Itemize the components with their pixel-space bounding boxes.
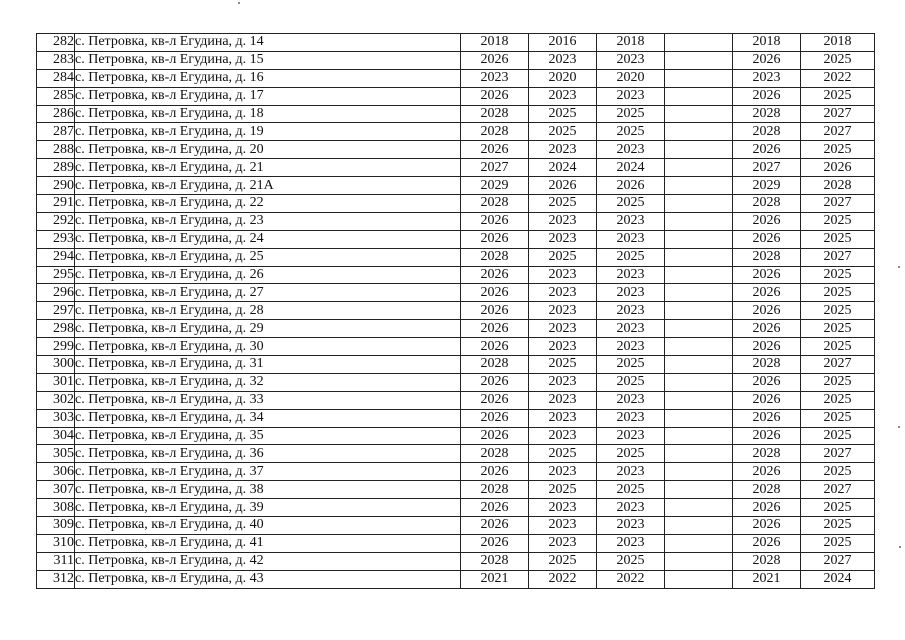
year-cell-1: 2028	[461, 123, 529, 141]
year-cell-6: 2025	[801, 338, 875, 356]
address-cell: с. Петровка, кв-л Егудина, д. 22	[75, 195, 461, 213]
year-cell-6: 2024	[801, 570, 875, 588]
year-cell-4	[665, 87, 733, 105]
table-row	[37, 212, 875, 230]
year-cell-1: 2026	[461, 499, 529, 517]
table-row	[37, 34, 875, 52]
year-cell-6: 2018	[801, 34, 875, 52]
year-cell-4	[665, 338, 733, 356]
address-cell: с. Петровка, кв-л Егудина, д. 21А	[75, 177, 461, 195]
year-cell-6: 2027	[801, 248, 875, 266]
year-cell-3: 2023	[597, 391, 665, 409]
address-cell: с. Петровка, кв-л Егудина, д. 20	[75, 141, 461, 159]
year-cell-2: 2023	[529, 499, 597, 517]
year-cell-6: 2026	[801, 159, 875, 177]
address-cell: с. Петровка, кв-л Егудина, д. 31	[75, 356, 461, 374]
year-cell-3: 2023	[597, 266, 665, 284]
year-cell-5: 2026	[733, 141, 801, 159]
year-cell-5: 2026	[733, 87, 801, 105]
table-row	[37, 177, 875, 195]
table-row	[37, 499, 875, 517]
table-row	[37, 230, 875, 248]
scan-speck	[898, 266, 900, 268]
year-cell-6: 2027	[801, 195, 875, 213]
address-cell: с. Петровка, кв-л Егудина, д. 41	[75, 534, 461, 552]
address-cell: с. Петровка, кв-л Егудина, д. 24	[75, 230, 461, 248]
address-cell: с. Петровка, кв-л Егудина, д. 35	[75, 427, 461, 445]
year-cell-4	[665, 195, 733, 213]
year-cell-1: 2028	[461, 195, 529, 213]
year-cell-3: 2023	[597, 284, 665, 302]
year-cell-3: 2025	[597, 105, 665, 123]
year-cell-5: 2028	[733, 105, 801, 123]
address-cell: с. Петровка, кв-л Егудина, д. 25	[75, 248, 461, 266]
year-cell-2: 2023	[529, 87, 597, 105]
table-row	[37, 338, 875, 356]
table-row	[37, 409, 875, 427]
year-cell-4	[665, 570, 733, 588]
year-cell-4	[665, 552, 733, 570]
table-row	[37, 51, 875, 69]
year-cell-1: 2026	[461, 427, 529, 445]
year-cell-5: 2026	[733, 338, 801, 356]
year-cell-4	[665, 51, 733, 69]
year-cell-5: 2026	[733, 302, 801, 320]
year-cell-5: 2028	[733, 195, 801, 213]
year-cell-6: 2027	[801, 123, 875, 141]
row-number-cell: 305	[37, 445, 75, 463]
address-cell: с. Петровка, кв-л Егудина, д. 19	[75, 123, 461, 141]
row-number-cell: 300	[37, 356, 75, 374]
year-cell-2: 2023	[529, 534, 597, 552]
year-cell-2: 2025	[529, 123, 597, 141]
table-row	[37, 534, 875, 552]
year-cell-4	[665, 69, 733, 87]
row-number-cell: 310	[37, 534, 75, 552]
year-cell-6: 2027	[801, 552, 875, 570]
address-cell: с. Петровка, кв-л Егудина, д. 32	[75, 373, 461, 391]
address-cell: с. Петровка, кв-л Егудина, д. 15	[75, 51, 461, 69]
year-cell-4	[665, 123, 733, 141]
year-cell-5: 2026	[733, 409, 801, 427]
table-row	[37, 517, 875, 535]
table-row	[37, 195, 875, 213]
year-cell-3: 2025	[597, 552, 665, 570]
year-cell-5: 2026	[733, 463, 801, 481]
year-cell-5: 2018	[733, 34, 801, 52]
year-cell-5: 2026	[733, 284, 801, 302]
table-row	[37, 105, 875, 123]
year-cell-4	[665, 105, 733, 123]
year-cell-5: 2028	[733, 481, 801, 499]
year-cell-1: 2028	[461, 552, 529, 570]
year-cell-4	[665, 248, 733, 266]
row-number-cell: 302	[37, 391, 75, 409]
address-cell: с. Петровка, кв-л Егудина, д. 29	[75, 320, 461, 338]
row-number-cell: 298	[37, 320, 75, 338]
address-cell: с. Петровка, кв-л Егудина, д. 18	[75, 105, 461, 123]
year-cell-1: 2026	[461, 141, 529, 159]
row-number-cell: 283	[37, 51, 75, 69]
address-cell: с. Петровка, кв-л Егудина, д. 27	[75, 284, 461, 302]
year-cell-1: 2026	[461, 391, 529, 409]
year-cell-5: 2026	[733, 534, 801, 552]
year-cell-6: 2022	[801, 69, 875, 87]
year-cell-6: 2025	[801, 320, 875, 338]
year-cell-3: 2023	[597, 463, 665, 481]
row-number-cell: 288	[37, 141, 75, 159]
row-number-cell: 307	[37, 481, 75, 499]
year-cell-3: 2025	[597, 373, 665, 391]
table-row	[37, 248, 875, 266]
year-cell-3: 2023	[597, 141, 665, 159]
year-cell-4	[665, 517, 733, 535]
year-cell-6: 2027	[801, 105, 875, 123]
year-cell-6: 2025	[801, 534, 875, 552]
year-cell-3: 2023	[597, 409, 665, 427]
table-row	[37, 570, 875, 588]
year-cell-6: 2025	[801, 266, 875, 284]
year-cell-4	[665, 391, 733, 409]
table-row	[37, 463, 875, 481]
address-cell: с. Петровка, кв-л Егудина, д. 38	[75, 481, 461, 499]
row-number-cell: 306	[37, 463, 75, 481]
table-row	[37, 356, 875, 374]
year-cell-5: 2026	[733, 517, 801, 535]
year-cell-6: 2025	[801, 517, 875, 535]
year-cell-3: 2026	[597, 177, 665, 195]
year-cell-5: 2023	[733, 69, 801, 87]
year-cell-3: 2025	[597, 481, 665, 499]
address-cell: с. Петровка, кв-л Егудина, д. 21	[75, 159, 461, 177]
year-cell-1: 2026	[461, 284, 529, 302]
year-cell-5: 2021	[733, 570, 801, 588]
year-cell-3: 2025	[597, 248, 665, 266]
year-cell-5: 2026	[733, 51, 801, 69]
scan-speck	[238, 2, 240, 4]
year-cell-2: 2023	[529, 409, 597, 427]
year-cell-3: 2025	[597, 123, 665, 141]
year-cell-3: 2023	[597, 517, 665, 535]
year-cell-1: 2028	[461, 356, 529, 374]
table-row	[37, 266, 875, 284]
address-cell: с. Петровка, кв-л Егудина, д. 42	[75, 552, 461, 570]
year-cell-1: 2026	[461, 230, 529, 248]
year-cell-6: 2027	[801, 481, 875, 499]
address-cell: с. Петровка, кв-л Егудина, д. 28	[75, 302, 461, 320]
year-cell-5: 2026	[733, 499, 801, 517]
year-cell-2: 2022	[529, 570, 597, 588]
table-row	[37, 141, 875, 159]
year-cell-1: 2027	[461, 159, 529, 177]
year-cell-1: 2023	[461, 69, 529, 87]
year-cell-3: 2024	[597, 159, 665, 177]
row-number-cell: 297	[37, 302, 75, 320]
year-cell-5: 2026	[733, 230, 801, 248]
table-row	[37, 123, 875, 141]
address-cell: с. Петровка, кв-л Егудина, д. 26	[75, 266, 461, 284]
year-cell-2: 2025	[529, 248, 597, 266]
address-cell: с. Петровка, кв-л Егудина, д. 36	[75, 445, 461, 463]
year-cell-2: 2023	[529, 373, 597, 391]
row-number-cell: 304	[37, 427, 75, 445]
row-number-cell: 299	[37, 338, 75, 356]
year-cell-4	[665, 463, 733, 481]
year-cell-4	[665, 284, 733, 302]
year-cell-2: 2023	[529, 391, 597, 409]
row-number-cell: 289	[37, 159, 75, 177]
year-cell-4	[665, 266, 733, 284]
year-cell-4	[665, 356, 733, 374]
year-cell-5: 2026	[733, 373, 801, 391]
year-cell-4	[665, 159, 733, 177]
row-number-cell: 296	[37, 284, 75, 302]
year-cell-4	[665, 230, 733, 248]
year-cell-4	[665, 499, 733, 517]
year-cell-1: 2026	[461, 373, 529, 391]
year-cell-2: 2023	[529, 320, 597, 338]
year-cell-3: 2023	[597, 320, 665, 338]
year-cell-2: 2020	[529, 69, 597, 87]
row-number-cell: 291	[37, 195, 75, 213]
row-number-cell: 294	[37, 248, 75, 266]
table-row	[37, 391, 875, 409]
table-row	[37, 320, 875, 338]
year-cell-5: 2028	[733, 248, 801, 266]
year-cell-3: 2023	[597, 534, 665, 552]
year-cell-2: 2025	[529, 356, 597, 374]
year-cell-5: 2026	[733, 391, 801, 409]
year-cell-2: 2023	[529, 284, 597, 302]
year-cell-1: 2028	[461, 105, 529, 123]
table-row	[37, 302, 875, 320]
table-row	[37, 87, 875, 105]
year-cell-6: 2025	[801, 463, 875, 481]
year-cell-2: 2025	[529, 481, 597, 499]
year-cell-1: 2026	[461, 212, 529, 230]
year-cell-2: 2025	[529, 195, 597, 213]
year-cell-2: 2023	[529, 517, 597, 535]
year-cell-2: 2026	[529, 177, 597, 195]
year-cell-4	[665, 445, 733, 463]
year-cell-3: 2018	[597, 34, 665, 52]
year-cell-3: 2023	[597, 230, 665, 248]
year-cell-5: 2026	[733, 427, 801, 445]
year-cell-1: 2026	[461, 409, 529, 427]
year-cell-6: 2025	[801, 141, 875, 159]
year-cell-5: 2026	[733, 266, 801, 284]
address-cell: с. Петровка, кв-л Егудина, д. 14	[75, 34, 461, 52]
year-cell-2: 2023	[529, 212, 597, 230]
address-cell: с. Петровка, кв-л Егудина, д. 33	[75, 391, 461, 409]
year-cell-1: 2026	[461, 51, 529, 69]
year-cell-4	[665, 177, 733, 195]
year-cell-1: 2026	[461, 463, 529, 481]
address-cell: с. Петровка, кв-л Егудина, д. 40	[75, 517, 461, 535]
year-cell-3: 2022	[597, 570, 665, 588]
year-cell-5: 2029	[733, 177, 801, 195]
year-cell-1: 2026	[461, 302, 529, 320]
table-row	[37, 284, 875, 302]
year-cell-3: 2023	[597, 427, 665, 445]
row-number-cell: 293	[37, 230, 75, 248]
table-row	[37, 69, 875, 87]
year-cell-4	[665, 141, 733, 159]
row-number-cell: 290	[37, 177, 75, 195]
year-cell-3: 2023	[597, 212, 665, 230]
row-number-cell: 287	[37, 123, 75, 141]
year-cell-1: 2026	[461, 534, 529, 552]
year-cell-3: 2023	[597, 87, 665, 105]
year-cell-6: 2025	[801, 87, 875, 105]
year-cell-3: 2025	[597, 445, 665, 463]
row-number-cell: 295	[37, 266, 75, 284]
year-cell-1: 2026	[461, 338, 529, 356]
year-cell-6: 2025	[801, 212, 875, 230]
address-cell: с. Петровка, кв-л Егудина, д. 43	[75, 570, 461, 588]
year-cell-4	[665, 481, 733, 499]
year-cell-4	[665, 320, 733, 338]
address-cell: с. Петровка, кв-л Егудина, д. 23	[75, 212, 461, 230]
table-row	[37, 481, 875, 499]
year-cell-1: 2021	[461, 570, 529, 588]
table-row	[37, 552, 875, 570]
year-cell-5: 2028	[733, 445, 801, 463]
year-cell-3: 2023	[597, 499, 665, 517]
schedule-table	[36, 33, 875, 589]
table-row	[37, 373, 875, 391]
year-cell-6: 2025	[801, 373, 875, 391]
year-cell-5: 2028	[733, 552, 801, 570]
address-cell: с. Петровка, кв-л Егудина, д. 34	[75, 409, 461, 427]
year-cell-5: 2026	[733, 212, 801, 230]
year-cell-1: 2026	[461, 266, 529, 284]
year-cell-6: 2027	[801, 445, 875, 463]
year-cell-6: 2025	[801, 427, 875, 445]
year-cell-1: 2028	[461, 445, 529, 463]
year-cell-6: 2025	[801, 284, 875, 302]
row-number-cell: 311	[37, 552, 75, 570]
year-cell-3: 2025	[597, 195, 665, 213]
row-number-cell: 312	[37, 570, 75, 588]
row-number-cell: 303	[37, 409, 75, 427]
year-cell-1: 2026	[461, 87, 529, 105]
table-row	[37, 159, 875, 177]
year-cell-2: 2023	[529, 302, 597, 320]
year-cell-4	[665, 534, 733, 552]
year-cell-2: 2025	[529, 552, 597, 570]
row-number-cell: 284	[37, 69, 75, 87]
year-cell-1: 2028	[461, 248, 529, 266]
year-cell-5: 2028	[733, 356, 801, 374]
row-number-cell: 309	[37, 517, 75, 535]
year-cell-1: 2026	[461, 517, 529, 535]
scan-speck	[899, 546, 901, 548]
year-cell-2: 2023	[529, 427, 597, 445]
year-cell-3: 2023	[597, 51, 665, 69]
scan-speck	[898, 426, 900, 428]
year-cell-2: 2023	[529, 338, 597, 356]
year-cell-1: 2028	[461, 481, 529, 499]
row-number-cell: 286	[37, 105, 75, 123]
year-cell-1: 2018	[461, 34, 529, 52]
year-cell-3: 2023	[597, 302, 665, 320]
year-cell-4	[665, 373, 733, 391]
year-cell-4	[665, 302, 733, 320]
year-cell-6: 2025	[801, 302, 875, 320]
address-cell: с. Петровка, кв-л Егудина, д. 39	[75, 499, 461, 517]
year-cell-3: 2020	[597, 69, 665, 87]
year-cell-6: 2027	[801, 356, 875, 374]
year-cell-6: 2025	[801, 499, 875, 517]
year-cell-2: 2025	[529, 105, 597, 123]
year-cell-6: 2025	[801, 391, 875, 409]
address-cell: с. Петровка, кв-л Егудина, д. 30	[75, 338, 461, 356]
year-cell-3: 2023	[597, 338, 665, 356]
year-cell-6: 2025	[801, 230, 875, 248]
schedule-table-body	[37, 34, 875, 589]
year-cell-2: 2023	[529, 463, 597, 481]
year-cell-6: 2025	[801, 51, 875, 69]
table-row	[37, 445, 875, 463]
year-cell-4	[665, 409, 733, 427]
year-cell-2: 2016	[529, 34, 597, 52]
year-cell-5: 2026	[733, 320, 801, 338]
year-cell-5: 2027	[733, 159, 801, 177]
year-cell-6: 2025	[801, 409, 875, 427]
year-cell-4	[665, 427, 733, 445]
year-cell-3: 2025	[597, 356, 665, 374]
row-number-cell: 292	[37, 212, 75, 230]
year-cell-6: 2028	[801, 177, 875, 195]
year-cell-2: 2024	[529, 159, 597, 177]
year-cell-1: 2029	[461, 177, 529, 195]
year-cell-2: 2023	[529, 51, 597, 69]
row-number-cell: 301	[37, 373, 75, 391]
year-cell-2: 2023	[529, 141, 597, 159]
year-cell-4	[665, 34, 733, 52]
table-row	[37, 427, 875, 445]
row-number-cell: 285	[37, 87, 75, 105]
address-cell: с. Петровка, кв-л Егудина, д. 17	[75, 87, 461, 105]
year-cell-2: 2023	[529, 266, 597, 284]
year-cell-2: 2025	[529, 445, 597, 463]
year-cell-5: 2028	[733, 123, 801, 141]
year-cell-2: 2023	[529, 230, 597, 248]
row-number-cell: 308	[37, 499, 75, 517]
year-cell-1: 2026	[461, 320, 529, 338]
row-number-cell: 282	[37, 34, 75, 52]
address-cell: с. Петровка, кв-л Егудина, д. 37	[75, 463, 461, 481]
address-cell: с. Петровка, кв-л Егудина, д. 16	[75, 69, 461, 87]
year-cell-4	[665, 212, 733, 230]
